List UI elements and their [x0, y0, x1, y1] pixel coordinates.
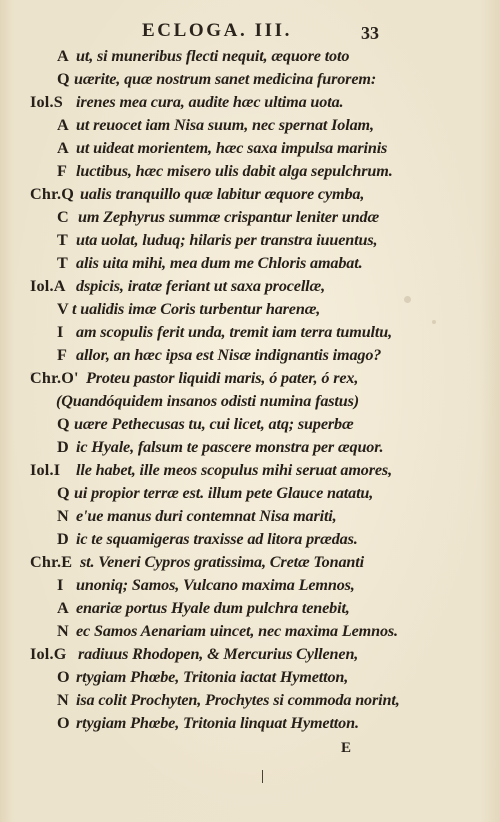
line-initial: I: [57, 323, 64, 341]
line-initial: C: [57, 208, 69, 226]
line-text: irenes mea cura, audite hæc ultima uota.: [76, 93, 344, 111]
gutter-mark: [262, 770, 263, 783]
verse-line: [0, 574, 500, 596]
line-text: st. Veneri Cypros gratissima, Cretæ Tonanti: [80, 553, 364, 571]
line-initial: A: [57, 139, 69, 157]
line-text: ut reuocet iam Nisa suum, nec spernat Iolam,: [76, 116, 374, 134]
verse-line: [0, 643, 500, 665]
line-initial: I: [57, 576, 64, 594]
line-text: (Quandóquidem insanos odisti numina fastus): [56, 392, 360, 410]
verse-line: [0, 551, 500, 573]
running-head: ECLOGA. III.: [142, 20, 292, 41]
line-initial: N: [57, 507, 69, 525]
verse-line: [0, 597, 500, 619]
page-number: 33: [361, 23, 379, 43]
line-initial: Q: [57, 484, 70, 502]
line-text: unoniq; Samos, Vulcano maxima Lemnos,: [76, 576, 355, 594]
line-initial: D: [57, 438, 69, 456]
line-text: ic Hyale, falsum te pascere monstra per æquor.: [76, 438, 384, 456]
verse-line: [0, 252, 500, 274]
line-text: allor, an hæc ipsa est Nisæ indignantis imago?: [76, 346, 382, 364]
verse-line: [0, 68, 500, 90]
speaker-label: Iol.A: [30, 277, 66, 295]
verse-line: [0, 505, 500, 527]
speaker-label: Chr.O': [30, 369, 79, 387]
verse-line: [0, 436, 500, 458]
line-initial: O: [57, 714, 70, 732]
line-initial: Q: [57, 415, 70, 433]
verse-line: [0, 137, 500, 159]
line-initial: A: [57, 599, 69, 617]
speaker-label: Chr.Q: [30, 185, 75, 203]
line-text: ui propior terræ est. illum pete Glauce natatu,: [74, 484, 374, 502]
line-text: uta uolat, luduq; hilaris per transtra iuuentus,: [76, 231, 378, 249]
line-text: am scopulis ferit unda, tremit iam terra tumultu,: [76, 323, 393, 341]
line-text: enariæ portus Hyale dum pulchra tenebit,: [76, 599, 350, 617]
line-initial: V: [57, 300, 69, 318]
line-initial: A: [57, 116, 69, 134]
verse-line: [0, 183, 500, 205]
line-text: dspicis, iratæ feriant ut saxa procellæ,: [76, 277, 325, 295]
verse-line: [0, 620, 500, 642]
speaker-label: Iol.I: [30, 461, 61, 479]
line-text: ut, si muneribus flecti nequit, æquore toto: [76, 47, 350, 65]
verse-line: [0, 689, 500, 711]
verse-line: [0, 321, 500, 343]
line-initial: N: [57, 691, 69, 709]
catchword: E: [341, 740, 352, 756]
speaker-label: Iol.S: [30, 93, 63, 111]
verse-line: [0, 160, 500, 182]
line-text: e'ue manus duri contemnat Nisa mariti,: [76, 507, 337, 525]
line-text: uærite, quæ nostrum sanet medicina furorem:: [74, 70, 377, 88]
verse-line: [0, 666, 500, 688]
line-initial: F: [57, 346, 67, 364]
line-text: Proteu pastor liquidi maris, ó pater, ó rex,: [86, 369, 359, 387]
verse-line: [0, 91, 500, 113]
line-text: t ualidis imæ Coris turbentur harenæ,: [72, 300, 321, 318]
line-initial: T: [57, 254, 68, 272]
verse-line: [0, 367, 500, 389]
line-text: ec Samos Aenariam uincet, nec maxima Lemnos.: [76, 622, 398, 640]
line-text: lle habet, ille meos scopulus mihi seruat amores,: [76, 461, 392, 479]
verse-line: [0, 712, 500, 734]
verse-line: [0, 229, 500, 251]
line-initial: Q: [57, 70, 70, 88]
verse-line: [0, 390, 500, 412]
verse-line: [0, 413, 500, 435]
line-text: rtygiam Phœbe, Tritonia iactat Hymetton,: [76, 668, 349, 686]
verse-line: [0, 482, 500, 504]
verse-line: [0, 298, 500, 320]
verse-line: [0, 459, 500, 481]
line-text: um Zephyrus summæ crispantur leniter undæ: [78, 208, 380, 226]
line-initial: A: [57, 47, 69, 65]
line-text: ic te squamigeras traxisse ad litora prædas.: [76, 530, 358, 548]
line-text: rtygiam Phœbe, Tritonia linquat Hymetton.: [76, 714, 359, 732]
verse-line: [0, 45, 500, 67]
verse-line: [0, 206, 500, 228]
line-initial: N: [57, 622, 69, 640]
verse-line: [0, 275, 500, 297]
line-text: ualis tranquillo quæ labitur æquore cymba,: [80, 185, 365, 203]
line-initial: T: [57, 231, 68, 249]
line-initial: F: [57, 162, 67, 180]
line-text: isa colit Prochyten, Prochytes si commoda norint,: [76, 691, 400, 709]
line-text: alis uita mihi, mea dum me Chloris amabat.: [76, 254, 363, 272]
line-initial: D: [57, 530, 69, 548]
verse-line: [0, 528, 500, 550]
page-header: [0, 20, 500, 46]
line-initial: O: [57, 668, 70, 686]
line-text: radiuus Rhodopen, & Mercurius Cyllenen,: [78, 645, 359, 663]
verse-line: [0, 114, 500, 136]
speaker-label: Iol.G: [30, 645, 67, 663]
line-text: uære Pethecusas tu, cui licet, atq; superbæ: [74, 415, 354, 433]
verse-line: [0, 344, 500, 366]
line-text: ut uideat morientem, hæc saxa impulsa marinis: [76, 139, 388, 157]
speaker-label: Chr.E: [30, 553, 73, 571]
line-text: luctibus, hæc misero ulis dabit alga sepulchrum.: [76, 162, 393, 180]
